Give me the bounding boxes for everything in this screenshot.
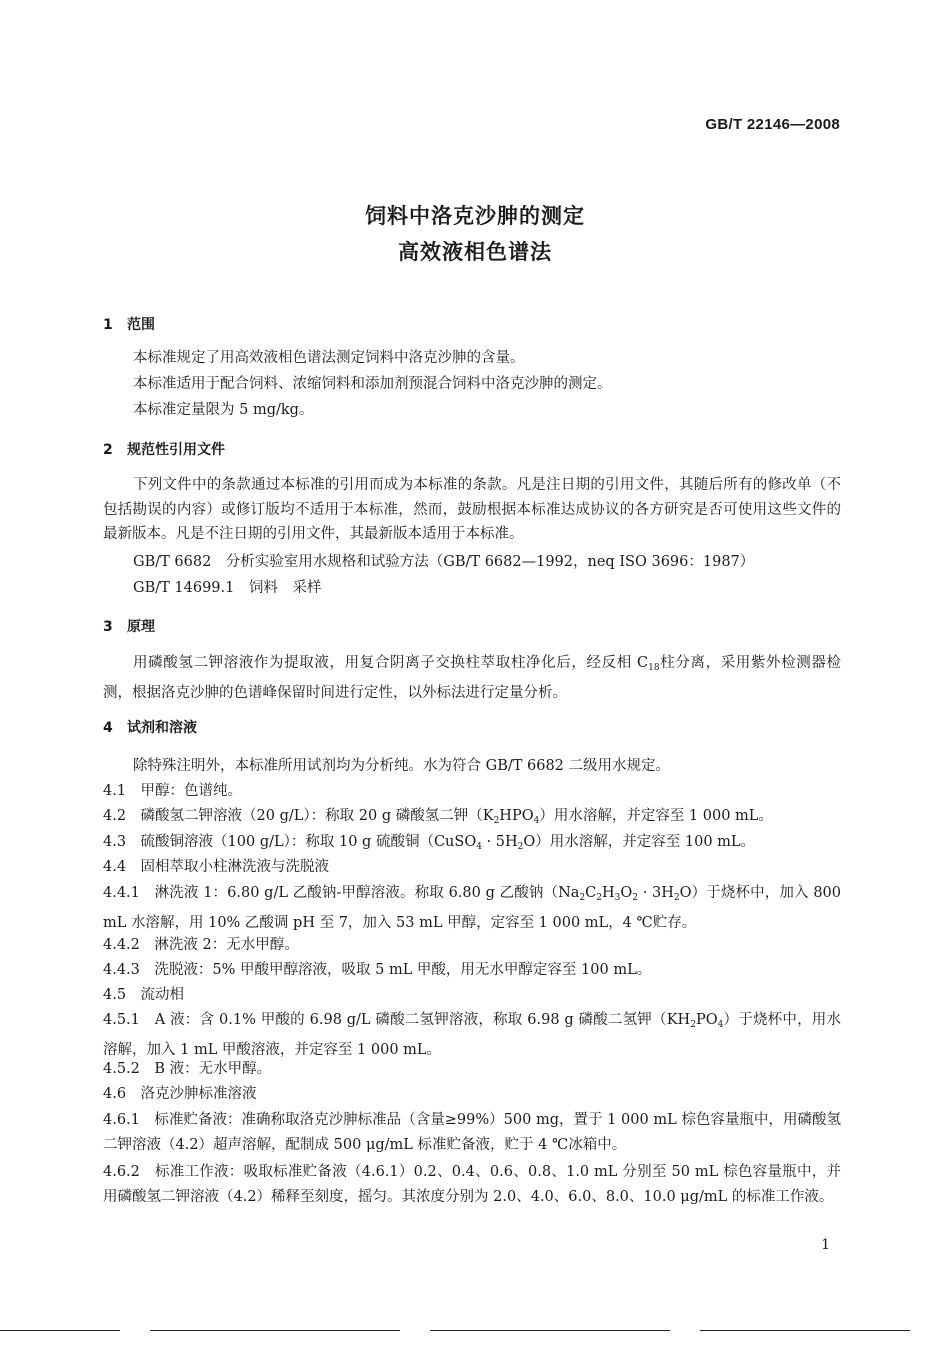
- section-number: 1: [103, 317, 113, 333]
- clause-4-5-1: 4.5.1 A 液：含 0.1% 甲酸的 6.98 g/L 磷酸二氢钾溶液，称取 6.98 g 磷酸二氢钾$(KH_2PO_4)$于烧杯中，用水溶解，加入 1 mL 甲酸溶液，并定容至 1 000 mL。: [103, 1012, 841, 1058]
- clause-4-2: 4.2 磷酸氢二钾溶液（20 g/L）：称取 20 g 磷酸氢二钾$(K_2HPO_4)$用水溶解，并定容至 1 000 mL。: [103, 808, 773, 826]
- paragraph: 用磷酸氢二钾溶液作为提取液，用复合阴离子交换柱萃取柱净化后，经反相 $C_{18}$柱分离，采用紫外检测器检测，根据洛克沙胂的色谱峰保留时间进行定性，以外标法进行定量分析。: [103, 655, 842, 701]
- clause-4-5-2: 4.5.2 B 液：无水甲醇。: [103, 1061, 272, 1077]
- section-title: 试剂和溶液: [127, 720, 197, 736]
- clause-4-4-2: 4.4.2 淋洗液 2：无水甲醇。: [103, 937, 299, 953]
- paragraph: 下列文件中的条款通过本标准的引用而成为本标准的条款。凡是注日期的引用文件，其随后所有的修改单（不包括勘误的内容）或修订版均不适用于本标准，然而，鼓励根据本标准达成协议的各方研究是否可使用这些文件的最新版本。凡是不注日期的引用文件，其最新版本适用于本标准。: [103, 477, 841, 542]
- standard-number: GB/T 22146—2008: [705, 116, 840, 133]
- paragraph: 除特殊注明外，本标准所用试剂均为分析纯。水为符合 GB/T 6682 二级用水规定。: [133, 758, 671, 774]
- footer-rule: [430, 1330, 670, 1331]
- paragraph: 本标准定量限为 5 mg/kg。: [133, 402, 314, 418]
- clause-4-6: 4.6 洛克沙胂标准溶液: [103, 1086, 257, 1102]
- clause-4-3: 4.3 硫酸铜溶液（100 g/L）：称取 10 g 硫酸铜（CuSO$_4$ · $5H_2O$）用水溶解，并定容至 100 mL。: [103, 834, 756, 852]
- footer-rule: [700, 1330, 910, 1331]
- section-title: 范围: [127, 317, 155, 333]
- clause-4-4: 4.4 固相萃取小柱淋洗液与洗脱液: [103, 859, 330, 875]
- section-heading-4: [103, 718, 197, 738]
- reference-item: GB/T 14699.1 饲料 采样: [133, 580, 322, 596]
- section-heading-2: [103, 440, 225, 460]
- section-title: 原理: [127, 619, 155, 635]
- clause-4-4-3: 4.4.3 洗脱液：5% 甲酸甲醇溶液，吸取 5 mL 甲酸，用无水甲醇定容至 100 mL。: [103, 962, 652, 978]
- paragraph: 本标准适用于配合饲料、浓缩饲料和添加剂预混合饲料中洛克沙胂的测定。: [133, 376, 612, 392]
- section-number: 4: [103, 720, 113, 736]
- page-number: 1: [821, 1237, 830, 1253]
- section-number: 2: [103, 442, 113, 458]
- section-title: 规范性引用文件: [127, 442, 225, 458]
- section-heading-1: [103, 315, 155, 335]
- clause-4-5: 4.5 流动相: [103, 987, 185, 1003]
- clause-4-1: 4.1 甲醇：色谱纯。: [103, 783, 243, 799]
- document-subtitle: 高效液相色谱法: [398, 240, 552, 264]
- document-title: 饲料中洛克沙胂的测定: [365, 204, 585, 228]
- footer-rule: [150, 1330, 400, 1331]
- reference-item: GB/T 6682 分析实验室用水规格和试验方法（GB/T 6682—1992，neq ISO 3696：1987）: [133, 554, 755, 570]
- section-heading-3: [103, 617, 155, 637]
- clause-4-6-1: 4.6.1 标准贮备液：准确称取洛克沙胂标准品（含量≥99%）500 mg，置于 1 000 mL 棕色容量瓶中，用磷酸氢二钾溶液（4.2）超声溶解，配制成 500 μg/mL 标准贮备液，贮于 4 ℃冰箱中。: [103, 1112, 841, 1153]
- paragraph: 本标准规定了用高效液相色谱法测定饲料中洛克沙胂的含量。: [133, 350, 525, 366]
- section-number: 3: [103, 619, 113, 635]
- clause-4-6-2: 4.6.2 标准工作液：吸取标准贮备液（4.6.1）0.2、0.4、0.6、0.8、1.0 mL 分别至 50 mL 棕色容量瓶中，并用磷酸氢二钾溶液（4.2）稀释至刻度，摇匀。其浓度分别为 2.0、4.0、6.0、8.0、10.0 μg/mL 的标准工作液。: [103, 1164, 841, 1205]
- footer-rule: [0, 1330, 120, 1331]
- clause-4-4-1: 4.4.1 淋洗液 1：6.80 g/L 乙酸钠-甲醇溶液。称取 6.80 g 乙酸钠$(Na_2C_2H_3O_2 \cdot 3H_2O)$于烧杯中，加入 800 mL 水溶解，用 10% 乙酸调 pH 至 7，加入 53 mL 甲醇，定容至 1 000 mL，4 ℃贮存。: [103, 885, 842, 931]
